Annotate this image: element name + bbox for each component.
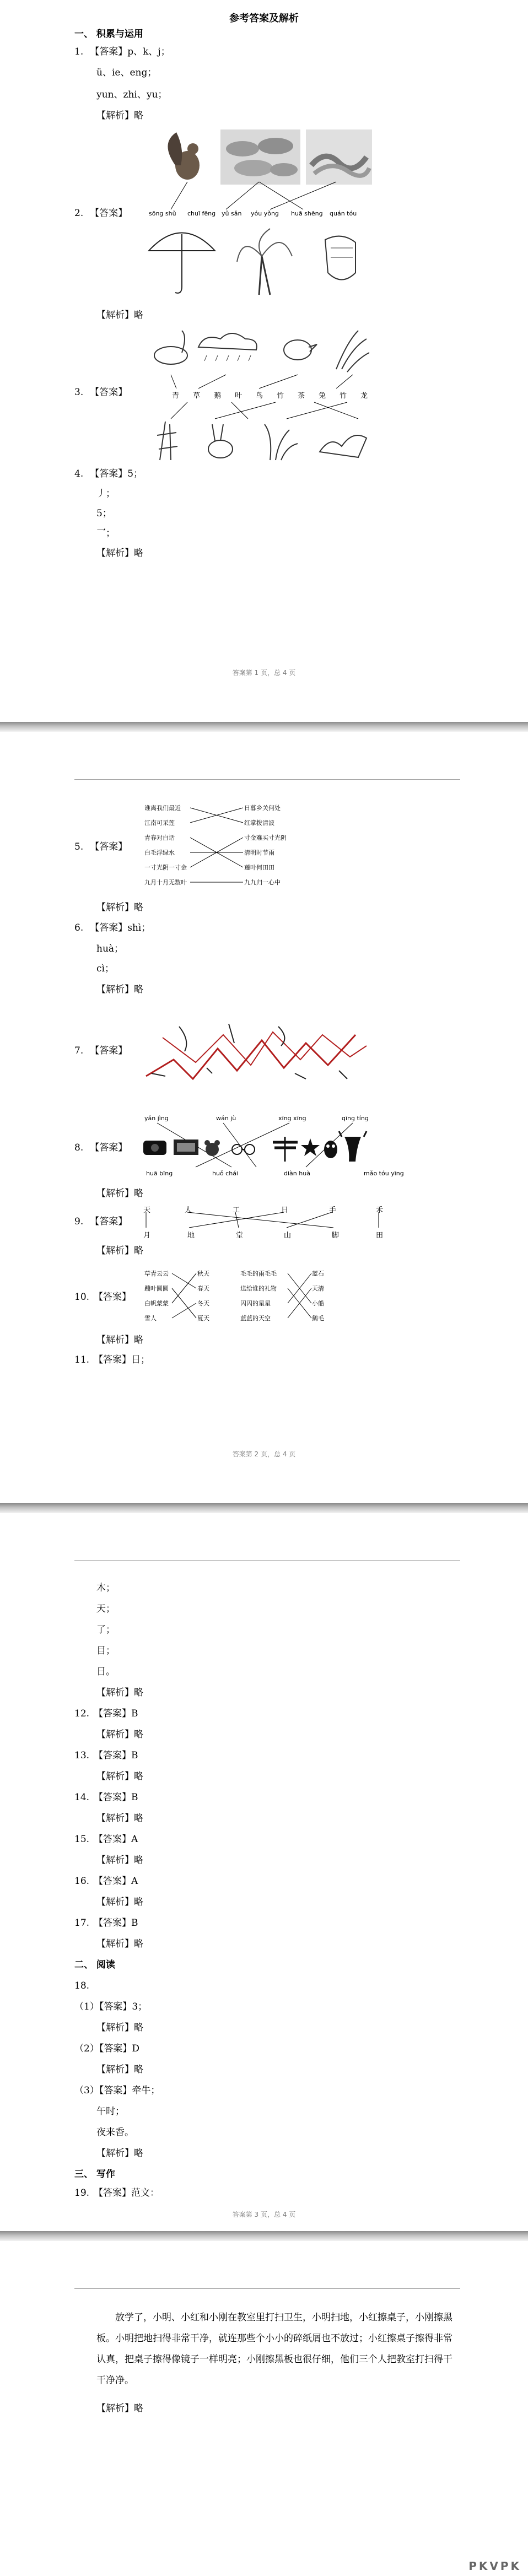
q7-answer: 7. 【答案】 [74,1045,128,1056]
q10-r2-2: 天清 [312,1285,324,1292]
q18-3-line-3: 夜来香。 [96,2127,134,2138]
q2-pinyin-4: yóu yǒng [251,210,279,217]
q9-top-3: 工 [233,1206,240,1214]
q10-l2-1: 秋天 [197,1270,209,1277]
q11-line-1: 11. 【答案】日； [74,1354,150,1365]
q9-analysis: 【解析】略 [96,1245,143,1256]
bamboo-leaves-icon [336,331,369,372]
q6-line-3: cì； [96,963,114,974]
q10-right-lines [288,1269,312,1321]
rabbit-icon [208,424,233,458]
q9-top-1: 天 [143,1206,151,1214]
q18-1-analysis: 【解析】略 [96,2022,143,2033]
header-rule-2 [74,779,460,780]
watermark-logo: PKVPK [468,2559,521,2573]
q4-analysis: 【解析】略 [96,548,143,559]
goose-icon [154,331,187,364]
q1-line-1: 1. 【答案】p、k、j； [74,46,170,57]
q18-2-answer: （2）【答案】D [74,2043,139,2054]
q3-top-pictures [149,325,369,380]
grass-icon [265,424,298,460]
q10-r1-3: 闪闪的星星 [240,1300,271,1307]
q7-stroke-diagram [141,1018,372,1084]
q10-l1-4: 雪人 [144,1315,157,1322]
lobster-icon [339,1131,367,1162]
phone-icon [143,1141,166,1155]
q19-answer: 19. 【答案】范文： [74,2188,160,2199]
toy-bear-icon [204,1140,220,1156]
header-rule-4 [74,2288,460,2289]
q5-right-5: 莲叶何田田 [244,864,274,871]
q5-left-5: 一寸光阴一寸金 [144,864,187,871]
peanut-icon [220,129,300,185]
q16-analysis: 【解析】略 [96,1897,143,1908]
q11-line-4: 了； [96,1624,115,1635]
q4-line-2: 丿； [96,488,115,499]
q14-answer: 14. 【答案】B [74,1792,138,1803]
q3-char-2: 草 [193,392,201,400]
q16-answer: 16. 【答案】A [74,1876,138,1887]
q10-l1-3: 白帆蒙蒙 [144,1300,169,1307]
q5-right-3: 寸金难买寸光阴 [244,834,287,841]
q2-bottom-pictures [143,218,375,300]
q5-match-lines [190,803,245,886]
q10-answer: 10. 【答案】 [74,1292,132,1303]
q10-r1-4: 蓝蓝的天空 [240,1315,271,1322]
q19-essay: 放学了，小明、小红和小刚在教室里打扫卫生，小明扫地，小红擦桌子，小刚擦黑板。小明把地扫得非常干净，就连那些个小小的碎纸屑也不放过；小红擦桌子擦得非常认真，把桌子擦得像镜子一样明亮；小刚擦黑板也很仔细，他们三个人把教室打扫得干干净净。 [96,2312,452,2386]
q2-pinyin-5: huā shēng [291,210,323,217]
q8-pinyin-top-4: qīng tíng [342,1115,369,1122]
q15-answer: 15. 【答案】A [74,1834,138,1845]
q5-right-1: 日暮乡关何处 [244,804,281,812]
q3-char-10: 龙 [360,392,368,400]
q18-1-answer: （1）【答案】3； [74,2001,148,2012]
q11-line-3: 天； [96,1603,115,1614]
q9-bottom-2: 地 [187,1232,195,1240]
q3-char-9: 竹 [340,392,347,400]
page-separator-2 [0,1503,528,1513]
q18-3-answer: （3）【答案】牵牛； [74,2085,160,2096]
q10-r2-4: 鹅毛 [312,1315,324,1322]
section-heading-3: 三、 写作 [74,2169,115,2180]
page-footer-3: 答案第 3 页，总 4 页 [232,2211,296,2218]
q5-left-1: 谁离我们最近 [144,804,181,812]
q18-number: 18. [74,1980,90,1991]
q1-analysis: 【解析】略 [96,110,143,121]
q12-analysis: 【解析】略 [96,1729,143,1740]
q5-analysis: 【解析】略 [96,902,143,913]
q8-pinyin-bottom-1: huā bīng [146,1170,173,1177]
snake-icon [306,129,372,185]
q3-match-lines [149,375,369,419]
section-heading-1: 一、 积累与运用 [74,29,143,40]
squirrel-icon [168,132,200,180]
umbrella-icon [149,233,215,293]
q17-answer: 17. 【答案】B [74,1918,138,1929]
q9-match-lines [141,1212,383,1229]
q5-left-6: 九月十月无数叶 [144,879,187,886]
wind-tree-icon [237,229,292,295]
q18-3-line-2: 午时； [96,2106,125,2117]
q3-char-6: 竹 [277,392,284,400]
q9-top-4: 日 [281,1206,289,1214]
q4-line-3: 5； [96,508,112,519]
q3-char-5: 鸟 [256,392,263,400]
q10-l2-2: 春天 [197,1285,209,1292]
q2-pinyin-2: chuī fēng [187,210,216,217]
dragonfly-icon [273,1137,298,1162]
q1-line-2: ü、ie、eng； [96,67,157,78]
q14-analysis: 【解析】略 [96,1813,143,1824]
page-separator-1 [0,722,528,732]
q13-answer: 13. 【答案】B [74,1750,138,1761]
q10-l2-3: 冬天 [197,1300,209,1307]
q9-bottom-5: 脚 [332,1232,340,1240]
page-1 [0,0,528,722]
q5-answer: 5. 【答案】 [74,841,128,852]
q9-top-5: 手 [329,1206,337,1214]
page-2 [0,732,528,1503]
q6-line-1: 6. 【答案】shì； [74,922,151,933]
page-3 [0,1513,528,2231]
star-icon [301,1138,320,1156]
q4-line-1: 4. 【答案】5； [74,468,143,479]
q8-pinyin-bottom-2: huǒ chái [212,1170,238,1177]
page-separator-3 [0,2231,528,2241]
q10-r2-1: 蓝石 [312,1270,324,1277]
q8-pinyin-top-3: xīng xīng [278,1115,306,1122]
owl-icon [324,1141,337,1158]
q2-analysis: 【解析】略 [96,310,143,321]
q9-bottom-1: 月 [143,1232,151,1240]
q2-pinyin-6: quán tóu [330,210,357,217]
q9-top-2: 人 [185,1206,192,1214]
q2-pinyin-1: sōng shǔ [149,210,176,217]
q10-r2-3: 小船 [312,1300,324,1307]
q3-char-3: 鹅 [214,392,222,400]
bamboo-icon [157,422,177,460]
q10-r1-1: 毛毛的雨毛毛 [240,1270,277,1277]
fist-icon [325,236,355,280]
q12-answer: 12. 【答案】B [74,1708,138,1719]
q15-analysis: 【解析】略 [96,1855,143,1866]
q2-answer: 2. 【答案】 [74,208,128,219]
q2-pinyin-3: yǔ sǎn [222,210,242,217]
q13-analysis: 【解析】略 [96,1771,143,1782]
q11-line-2: 木； [96,1583,115,1594]
dragon-icon [320,435,367,457]
q5-left-4: 白毛浮绿水 [144,849,175,856]
bird-icon [284,340,317,360]
q9-answer: 9. 【答案】 [74,1216,128,1227]
q9-bottom-6: 田 [376,1232,384,1240]
q6-line-2: huà； [96,943,124,954]
page-footer-1: 答案第 1 页，总 4 页 [232,669,296,677]
q3-char-8: 兔 [319,392,326,400]
q10-left-lines [172,1269,197,1321]
q3-char-4: 叶 [235,392,243,400]
q8-pinyin-bottom-4: mǎo tóu yīng [364,1170,404,1177]
q1-line-3: yun、zhi、yu； [96,89,168,100]
q9-bottom-4: 山 [284,1232,292,1240]
q10-l1-2: 蹦叶圆圆 [144,1285,169,1292]
q3-bottom-pictures [149,419,369,463]
q11-analysis: 【解析】略 [96,1687,143,1698]
matchbox-icon [174,1140,198,1155]
q8-pinyin-top-1: yǎn jìng [144,1115,169,1122]
q6-analysis: 【解析】略 [96,984,143,995]
q9-top-6: 禾 [376,1206,384,1214]
q10-r1-2: 送给谁的礼物 [240,1285,277,1292]
q8-pictures [141,1123,400,1173]
q18-2-analysis: 【解析】略 [96,2064,143,2075]
q8-pinyin-top-2: wán jù [216,1115,236,1122]
page-4 [0,2241,528,2576]
q3-char-1: 青 [172,392,180,400]
q5-right-4: 清明时节雨 [244,849,274,856]
q10-l2-4: 夏天 [197,1315,209,1322]
header-rule-3 [74,1560,460,1561]
q4-line-4: 乛； [96,528,115,539]
glasses-icon [232,1144,255,1154]
q8-analysis: 【解析】略 [96,1188,143,1199]
q11-line-5: 目； [96,1645,115,1656]
q10-l1-1: 草青云云 [144,1270,169,1277]
q5-left-2: 江南可采莲 [144,819,175,827]
q5-right-2: 红掌拨清波 [244,819,274,827]
page-title: 参考答案及解析 [229,13,299,24]
q2-top-pictures [160,127,375,187]
q3-answer: 3. 【答案】 [74,387,128,398]
q18-3-analysis: 【解析】略 [96,2148,143,2159]
q19-analysis: 【解析】略 [96,2403,143,2414]
q8-pinyin-bottom-3: diàn huà [284,1170,310,1177]
q17-analysis: 【解析】略 [96,1938,143,1949]
section-heading-2: 二、 阅读 [74,1959,115,1970]
q3-char-7: 茶 [298,392,305,400]
cloud-rain-icon [198,333,257,361]
page-footer-2: 答案第 2 页，总 4 页 [232,1450,296,1458]
q9-bottom-3: 堂 [236,1232,244,1240]
q8-answer: 8. 【答案】 [74,1142,128,1153]
q10-analysis: 【解析】略 [96,1335,143,1346]
q5-left-3: 青春对白话 [144,834,175,841]
q11-line-6: 日。 [96,1666,115,1677]
q5-right-6: 九九归一心中 [244,879,281,886]
